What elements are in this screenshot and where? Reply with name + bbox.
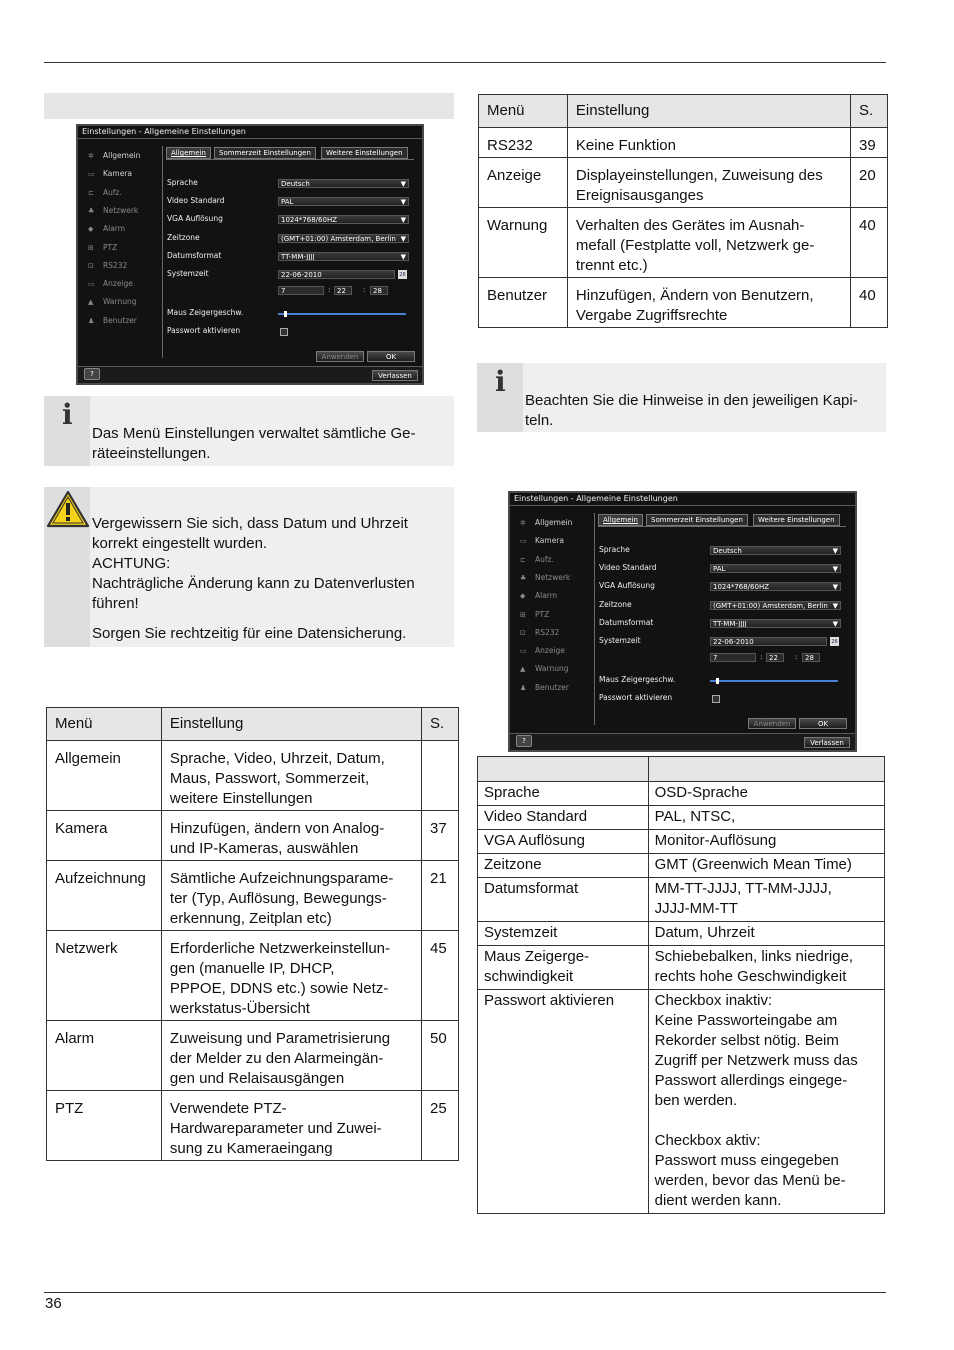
field-label: Systemzeit [599,636,641,645]
sidebar-item-warnung[interactable] [88,297,137,306]
table-header-row [47,708,459,741]
record-icon: ⊏ [520,555,526,564]
field-value: Deutsch [281,180,310,188]
table-row [47,741,459,811]
sidebar-item-label: Aufz. [535,554,554,564]
warning-text-1: Vergewissern Sie sich, dass Datum und Uhrzeit korrekt eingestellt wurden. [92,515,408,552]
field-label: Video Standard [599,563,657,573]
field-label: Datumsformat [167,250,222,260]
sidebar-item-label: Alarm [535,591,558,601]
field-select[interactable] [710,582,841,591]
field-select[interactable] [710,546,841,555]
table-cell: 50 [422,1021,459,1091]
table-cell: Sprache [478,782,649,806]
table-cell: Anzeige [479,158,568,208]
apply-button[interactable]: Anwenden [748,718,796,729]
table-cell: 40 [851,278,888,328]
field-label: VGA Auflösung [599,581,655,591]
sidebar-item-allgemein[interactable] [520,518,572,527]
table-cell: Zuweisung und Parametrisierung der Melder zu den Alarmeingän- gen und Relaisausgängen [161,1021,421,1091]
alarm-icon: ◆ [520,592,526,601]
table-row [47,811,459,861]
table-cell: Monitor-Auflösung [648,830,884,854]
table-cell: 39 [851,128,888,158]
field-label: VGA Auflösung [167,214,223,224]
time-s-spinner[interactable]: 28 [802,653,820,662]
password-checkbox[interactable] [280,328,288,336]
table-cell: Benutzer [479,278,568,328]
table-cell: 45 [422,931,459,1021]
rs232-icon: ⊡ [88,261,94,270]
chevron-down-icon: ▼ [832,565,838,574]
gear-icon: ✲ [520,519,526,527]
sidebar-item-netzwerk[interactable] [88,206,138,215]
field-select[interactable] [278,234,409,243]
gear-icon: ✲ [88,152,94,160]
field-label: Datumsformat [599,617,654,627]
help-icon[interactable]: ? [516,735,532,747]
date-input[interactable] [710,637,827,646]
bottom-bar [78,366,422,383]
field-value: TT-MM-JJJJ [281,252,315,261]
sidebar-item-label: Kamera [535,536,564,546]
field-label: Video Standard [167,196,225,206]
field-label: Sprache [599,545,630,554]
table-cell: Aufzeichnung [47,861,162,931]
field-value: 22-06-2010 [713,638,754,646]
table-row [478,990,885,1214]
display-icon: ▭ [88,280,95,289]
table-cell: 25 [422,1091,459,1161]
slider-handle[interactable] [284,311,287,317]
table-cell: Sprache, Video, Uhrzeit, Datum, Maus, Passwort, Sommerzeit, weitere Einstellungen [161,741,421,811]
table-row [478,854,885,878]
sidebar-item-label: Benutzer [103,315,137,325]
table-row [479,278,888,328]
time-separator: : [363,286,366,294]
table-cell: Keine Funktion [567,128,850,158]
table-cell: MM-TT-JJJJ, TT-MM-JJJJ, JJJJ-MM-TT [648,878,884,922]
left-section-header-bar [44,93,454,119]
warning-text-2: ACHTUNG: [92,555,171,572]
time-m-spinner[interactable]: 22 [766,653,784,662]
table-row [478,878,885,922]
menu-table-right [478,94,888,328]
calendar-icon[interactable]: 26 [399,272,406,278]
chevron-down-icon: ▼ [832,619,838,628]
exit-button[interactable]: Verlassen [804,737,850,748]
settings-screenshot-left [76,124,424,385]
table-cell: RS232 [479,128,568,158]
time-separator: : [328,286,331,294]
column-header: Menü [479,95,568,128]
sidebar-item-label: Kamera [103,169,132,179]
sidebar-item-label: Alarm [103,224,126,234]
sidebar-item-allgemein[interactable] [88,151,140,160]
ok-button[interactable]: OK [367,351,415,362]
field-select[interactable] [278,252,409,261]
sidebar-item-label: RS232 [535,627,560,637]
tab-allgemein[interactable]: Allgemein [166,147,211,159]
warning-icon [46,489,90,529]
sidebar-divider [594,513,595,725]
table-cell: Verwendete PTZ- Hardwareparameter und Zuwei- sung zu Kameraeingang [161,1091,421,1161]
network-icon: ♣ [520,573,527,582]
warning-text-4: Sorgen Sie rechtzeitig für eine Datensicherung. [92,625,407,642]
table-cell: Netzwerk [47,931,162,1021]
table-cell: GMT (Greenwich Mean Time) [648,854,884,878]
time-m-spinner[interactable]: 22 [334,286,352,295]
column-header: Menü [47,708,162,741]
sidebar-item-aufz[interactable] [520,555,554,564]
ptz-icon: ⊞ [520,610,526,619]
sidebar-item-label: Netzwerk [535,572,571,582]
table-row [479,208,888,278]
sidebar-item-benutzer[interactable] [88,316,137,325]
table-row [47,861,459,931]
alarm-icon: ◆ [88,225,94,234]
table-cell: Datumsformat [478,878,649,922]
table-cell: Passwort aktivieren [478,990,649,1214]
warning-text-3: Nachträgliche Änderung kann zu Datenverlusten führen! [92,575,415,612]
field-label: Zeitzone [599,599,632,609]
exit-button[interactable]: Verlassen [372,370,418,381]
table-cell: Maus Zeigerge- schwindigkeit [478,946,649,990]
table-row [47,1091,459,1161]
field-value: PAL [281,198,294,207]
table-cell: Displayeinstellungen, Zuweisung des Ereignisausganges [567,158,850,208]
time-h-spinner[interactable]: 7 [710,653,756,662]
table-cell: Verhalten des Gerätes im Ausnah- mefall (Festplatte voll, Netzwerk ge- trennt etc.) [567,208,850,278]
table-cell: Allgemein [47,741,162,811]
info-icon: i [62,398,73,431]
chevron-down-icon: ▼ [400,234,406,243]
sidebar-item-benutzer[interactable] [520,683,569,692]
table-row [478,946,885,990]
sidebar-item-ptz[interactable] [88,243,117,252]
info-icon: i [495,365,506,398]
table-cell: 37 [422,811,459,861]
table-row [478,830,885,854]
sidebar-item-label: Warnung [535,664,569,674]
table-cell: Alarm [47,1021,162,1091]
sidebar-item-warnung[interactable] [520,664,569,673]
sidebar-item-label: Netzwerk [103,205,139,215]
window-title: Einstellungen - Allgemeine Einstellungen [82,127,246,136]
sidebar-divider [162,146,163,358]
network-icon: ♣ [88,206,95,215]
column-header: Einstellung [161,708,421,741]
password-label: Passwort aktivieren [167,326,241,335]
window-title: Einstellungen - Allgemeine Einstellungen [514,494,678,503]
table-row [478,806,885,830]
field-value: 1024*768/60HZ [281,216,337,225]
field-value: Deutsch [713,547,742,555]
table-cell: Datum, Uhrzeit [648,922,884,946]
password-label: Passwort aktivieren [599,693,673,702]
table-cell: Erforderliche Netzwerkeinstellun- gen (manuelle IP, DHCP, PPPOE, DDNS etc.) sowie Netz- werkstatus-Übersicht [161,931,421,1021]
footer-rule [44,1292,886,1293]
tab-weitere-einstellungen[interactable]: Weitere Einstellungen [321,147,408,159]
time-separator: : [795,653,798,661]
time-s-spinner[interactable]: 28 [370,286,388,295]
calendar-icon[interactable]: 26 [831,639,838,645]
sidebar-item-label: RS232 [103,260,128,270]
table-cell: Zeitzone [478,854,649,878]
title-divider [510,505,855,506]
field-value: TT-MM-JJJJ [713,619,747,628]
table-cell: 40 [851,208,888,278]
field-value: 1024*768/60HZ [713,583,769,592]
field-select[interactable] [278,179,409,188]
table-row [47,931,459,1021]
tab-sommerzeit-einstellungen[interactable]: Sommerzeit Einstellungen [646,514,748,526]
info-note-2-text: Beachten Sie die Hinweise in den jeweiligen Kapi- teln. [525,392,858,429]
table-cell: PTZ [47,1091,162,1161]
sidebar-item-ptz[interactable] [520,610,549,619]
field-select[interactable] [710,619,841,628]
settings-table [477,756,885,1214]
warning-note [44,487,454,647]
table-cell: VGA Auflösung [478,830,649,854]
sidebar-item-rs232[interactable] [88,261,127,270]
warning-icon: ▲ [520,665,526,674]
table-cell [422,741,459,811]
chevron-down-icon: ▼ [400,252,406,261]
sidebar-item-label: PTZ [103,242,118,252]
field-value: 22-06-2010 [281,271,322,279]
slider-handle[interactable] [716,678,719,684]
title-divider [78,138,422,139]
column-header [648,757,884,782]
table-cell: 21 [422,861,459,931]
tab-weitere-einstellungen[interactable]: Weitere Einstellungen [753,514,840,526]
sidebar-item-alarm[interactable] [88,224,125,233]
ok-button[interactable]: OK [799,718,847,729]
mouse-speed-label: Maus Zeigergeschw. [599,675,676,684]
user-icon: ♟ [88,316,95,325]
chevron-down-icon: ▼ [400,180,406,188]
chevron-down-icon: ▼ [400,216,406,225]
chevron-down-icon: ▼ [832,583,838,592]
page-number: 36 [45,1295,62,1312]
sidebar-item-label: Allgemein [103,151,141,160]
sidebar-item-alarm[interactable] [520,591,557,600]
apply-button[interactable]: Anwenden [316,351,364,362]
sidebar-item-kamera[interactable] [520,536,564,545]
sidebar-item-rs232[interactable] [520,628,559,637]
chevron-down-icon: ▼ [832,547,838,555]
tab-underline [598,526,846,527]
column-header: S. [851,95,888,128]
table-cell: Hinzufügen, ändern von Analog- und IP-Kameras, auswählen [161,811,421,861]
table-row [47,1021,459,1091]
field-select[interactable] [278,197,409,206]
sidebar-item-label: Anzeige [535,646,565,656]
tab-allgemein[interactable]: Allgemein [598,514,643,526]
table-cell: PAL, NTSC, [648,806,884,830]
chevron-down-icon: ▼ [832,601,838,610]
header-rule [44,62,886,63]
settings-screenshot-right [508,491,857,752]
display-icon: ▭ [520,647,527,656]
sidebar-item-anzeige[interactable] [520,646,565,655]
info-note-2 [477,363,886,432]
mouse-speed-slider[interactable] [278,313,406,315]
column-header: Einstellung [567,95,850,128]
warning-icon: ▲ [88,298,94,307]
table-cell: 20 [851,158,888,208]
camera-icon: ▭ [520,537,527,546]
sidebar-item-label: Anzeige [103,279,133,289]
table-cell: Warnung [479,208,568,278]
field-label: Systemzeit [167,269,209,278]
table-row [478,782,885,806]
record-icon: ⊏ [88,188,94,197]
table-cell: Video Standard [478,806,649,830]
password-checkbox[interactable] [712,695,720,703]
table-cell: Kamera [47,811,162,861]
table-cell: Schiebebalken, links niedrige, rechts hohe Geschwindigkeit [648,946,884,990]
sidebar-item-label: Allgemein [535,518,573,527]
field-value: PAL [713,565,726,574]
sidebar-item-label: PTZ [535,609,550,619]
field-label: Sprache [167,178,198,187]
mouse-speed-label: Maus Zeigergeschw. [167,308,244,317]
info-note-text: Das Menü Einstellungen verwaltet sämtliche Ge- räteeinstellungen. [92,425,416,462]
table-row [479,128,888,158]
table-header-row [479,95,888,128]
menu-table-left [46,707,459,1161]
mouse-speed-slider[interactable] [710,680,838,682]
table-cell: Hinzufügen, Ändern von Benutzern, Vergabe Zugriffsrechte [567,278,850,328]
field-value: (GMT+01:00) Amsterdam, Berlin [281,234,396,243]
sidebar-item-label: Aufz. [103,187,122,197]
time-h-spinner[interactable]: 7 [278,286,324,295]
table-cell: Systemzeit [478,922,649,946]
help-icon[interactable]: ? [84,368,100,380]
date-input[interactable] [278,270,395,279]
camera-icon: ▭ [88,170,95,179]
rs232-icon: ⊡ [520,628,526,637]
table-cell: Sämtliche Aufzeichnungsparame- ter (Typ, Auflösung, Bewegungs- erkennung, Zeitplan etc) [161,861,421,931]
sidebar-item-label: Warnung [103,297,137,307]
column-header [478,757,649,782]
sidebar-item-label: Benutzer [535,682,569,692]
user-icon: ♟ [520,683,527,692]
field-select[interactable] [278,215,409,224]
column-header: S. [422,708,459,741]
field-value: (GMT+01:00) Amsterdam, Berlin [713,601,828,610]
field-label: Zeitzone [167,232,200,242]
field-select[interactable] [710,601,841,610]
table-cell: OSD-Sprache [648,782,884,806]
ptz-icon: ⊞ [88,243,94,252]
chevron-down-icon: ▼ [400,198,406,207]
table-row [479,158,888,208]
table-row [478,922,885,946]
sidebar-item-aufz[interactable] [88,188,122,197]
tab-underline [166,159,414,160]
sidebar-item-kamera[interactable] [88,169,132,178]
time-separator: : [760,653,763,661]
table-cell: Checkbox inaktiv: Keine Passworteingabe am Rekorder selbst nötig. Beim Zugriff per Netzwerk muss das Passwort allerdings eingege- ben werden. Checkbox aktiv: Passwort muss eingegeben werden, bevor das Menü be- dient werden kann. [648,990,884,1214]
info-note [44,396,454,466]
sidebar-item-netzwerk[interactable] [520,573,570,582]
sidebar-item-anzeige[interactable] [88,279,133,288]
tab-sommerzeit-einstellungen[interactable]: Sommerzeit Einstellungen [214,147,316,159]
field-select[interactable] [710,564,841,573]
table-header-row [478,757,885,782]
